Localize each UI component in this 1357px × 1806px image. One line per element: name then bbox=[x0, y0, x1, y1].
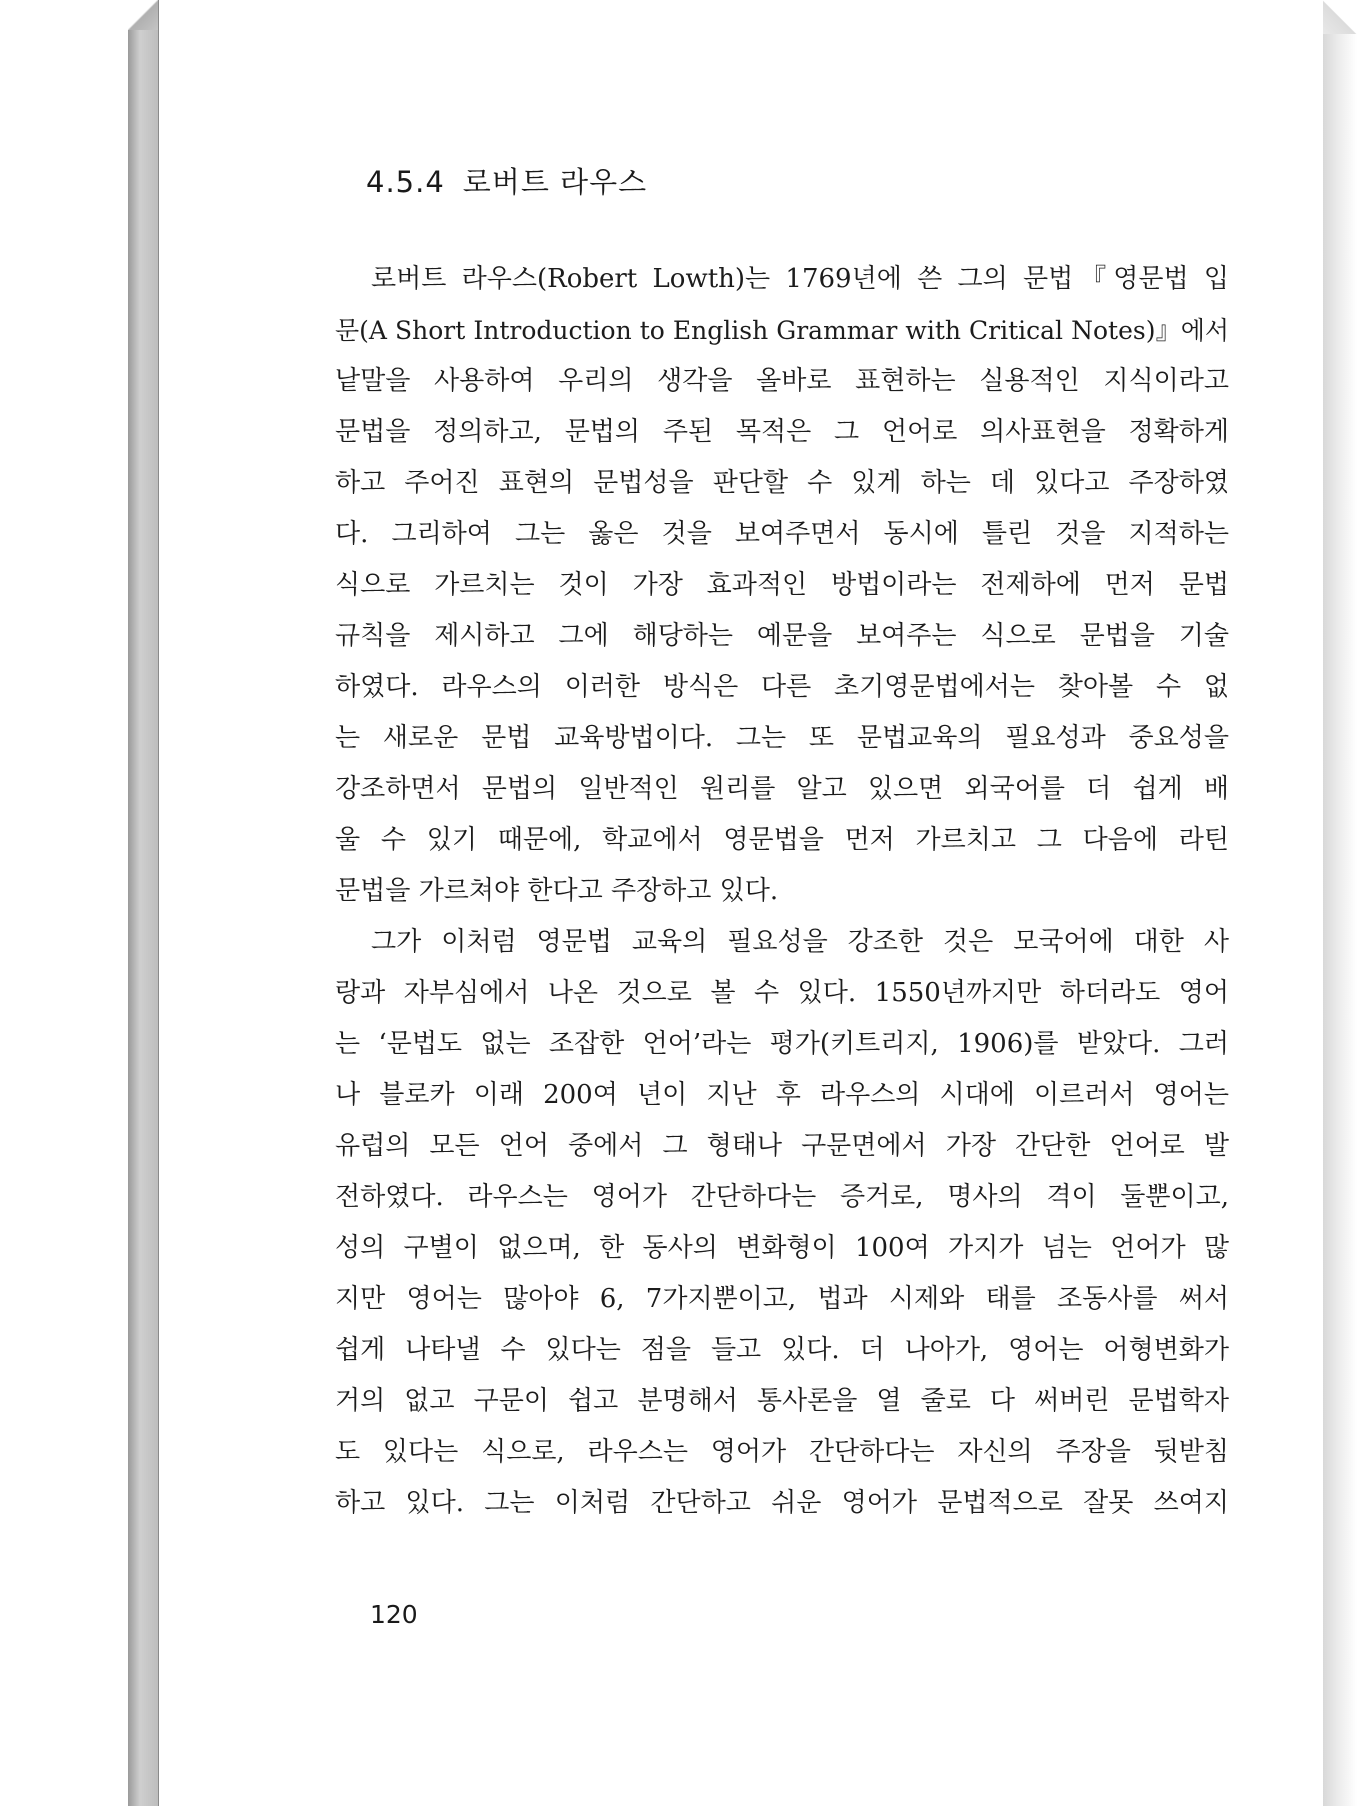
text-line: 도 있다는 식으로, 라우스는 영어가 간단하다는 자신의 주장을 뒷받침 bbox=[335, 1437, 1229, 1467]
text-line: 성의 구별이 없으며, 한 동사의 변화형이 100여 가지가 넘는 언어가 많 bbox=[335, 1233, 1229, 1263]
text-line: 쉽게 나타낼 수 있다는 점을 들고 있다. 더 나아가, 영어는 어형변화가 bbox=[335, 1335, 1229, 1365]
text-line: 울 수 있기 때문에, 학교에서 영문법을 먼저 가르치고 그 다음에 라틴 bbox=[335, 825, 1229, 855]
text-line: 하고 주어진 표현의 문법성을 판단할 수 있게 하는 데 있다고 주장하였 bbox=[335, 468, 1229, 498]
text-line: 나 블로카 이래 200여 년이 지난 후 라우스의 시대에 이르러서 영어는 bbox=[335, 1080, 1229, 1110]
text-line: 하고 있다. 그는 이처럼 간단하고 쉬운 영어가 문법적으로 잘못 쓰여지 bbox=[335, 1488, 1229, 1518]
text-line: 강조하면서 문법의 일반적인 원리를 알고 있으면 외국어를 더 쉽게 배 bbox=[335, 774, 1229, 804]
text-line: 문법을 가르쳐야 한다고 주장하고 있다. bbox=[335, 876, 779, 906]
book-spine bbox=[128, 6, 158, 1806]
text-line: 문법을 정의하고, 문법의 주된 목적은 그 언어로 의사표현을 정확하게 bbox=[335, 417, 1229, 447]
text-line: 문(A Short Introduction to English Grammar with Critical Notes)』에서 bbox=[335, 316, 1229, 345]
text-line: 다. 그리하여 그는 옳은 것을 보여주면서 동시에 틀린 것을 지적하는 bbox=[335, 519, 1229, 549]
section-number: 4.5.4 bbox=[366, 165, 445, 199]
body-text bbox=[335, 254, 1229, 1529]
text-line: 전하였다. 라우스는 영어가 간단하다는 증거로, 명사의 격이 둘뿐이고, bbox=[335, 1182, 1229, 1212]
text-line: 규칙을 제시하고 그에 해당하는 예문을 보여주는 식으로 문법을 기술 bbox=[335, 621, 1229, 651]
text-line: 랑과 자부심에서 나온 것으로 볼 수 있다. 1550년까지만 하더라도 영어 bbox=[335, 978, 1229, 1008]
page-number: 120 bbox=[370, 1600, 418, 1629]
book-spine-corner bbox=[128, 0, 158, 30]
text-line: 하였다. 라우스의 이러한 방식은 다른 초기영문법에서는 찾아볼 수 없 bbox=[335, 672, 1229, 702]
text-line: 낱말을 사용하여 우리의 생각을 올바로 표현하는 실용적인 지식이라고 bbox=[335, 366, 1229, 396]
text-line: 그가 이처럼 영문법 교육의 필요성을 강조한 것은 모국어에 대한 사 bbox=[371, 927, 1229, 957]
text-line: 는 새로운 문법 교육방법이다. 그는 또 문법교육의 필요성과 중요성을 bbox=[335, 723, 1229, 753]
section-heading bbox=[366, 160, 647, 201]
text-line: 거의 없고 구문이 쉽고 분명해서 통사론을 열 줄로 다 써버린 문법학자 bbox=[335, 1386, 1229, 1416]
text-line: 지만 영어는 많아야 6, 7가지뿐이고, 법과 시제와 태를 조동사를 써서 bbox=[335, 1284, 1229, 1314]
text-line: 식으로 가르치는 것이 가장 효과적인 방법이라는 전제하에 먼저 문법 bbox=[335, 570, 1229, 600]
text-line: 유럽의 모든 언어 중에서 그 형태나 구문면에서 가장 간단한 언어로 발 bbox=[335, 1131, 1229, 1161]
text-line: 는 ‘문법도 없는 조잡한 언어’라는 평가(키트리지, 1906)를 받았다. 그러 bbox=[335, 1029, 1229, 1059]
text-line: 로버트 라우스(Robert Lowth)는 1769년에 쓴 그의 문법『영문법 입 bbox=[371, 264, 1229, 294]
page-edge-shadow bbox=[1323, 0, 1357, 1806]
page-edge-corner bbox=[1323, 0, 1357, 34]
section-title: 로버트 라우스 bbox=[462, 165, 648, 199]
